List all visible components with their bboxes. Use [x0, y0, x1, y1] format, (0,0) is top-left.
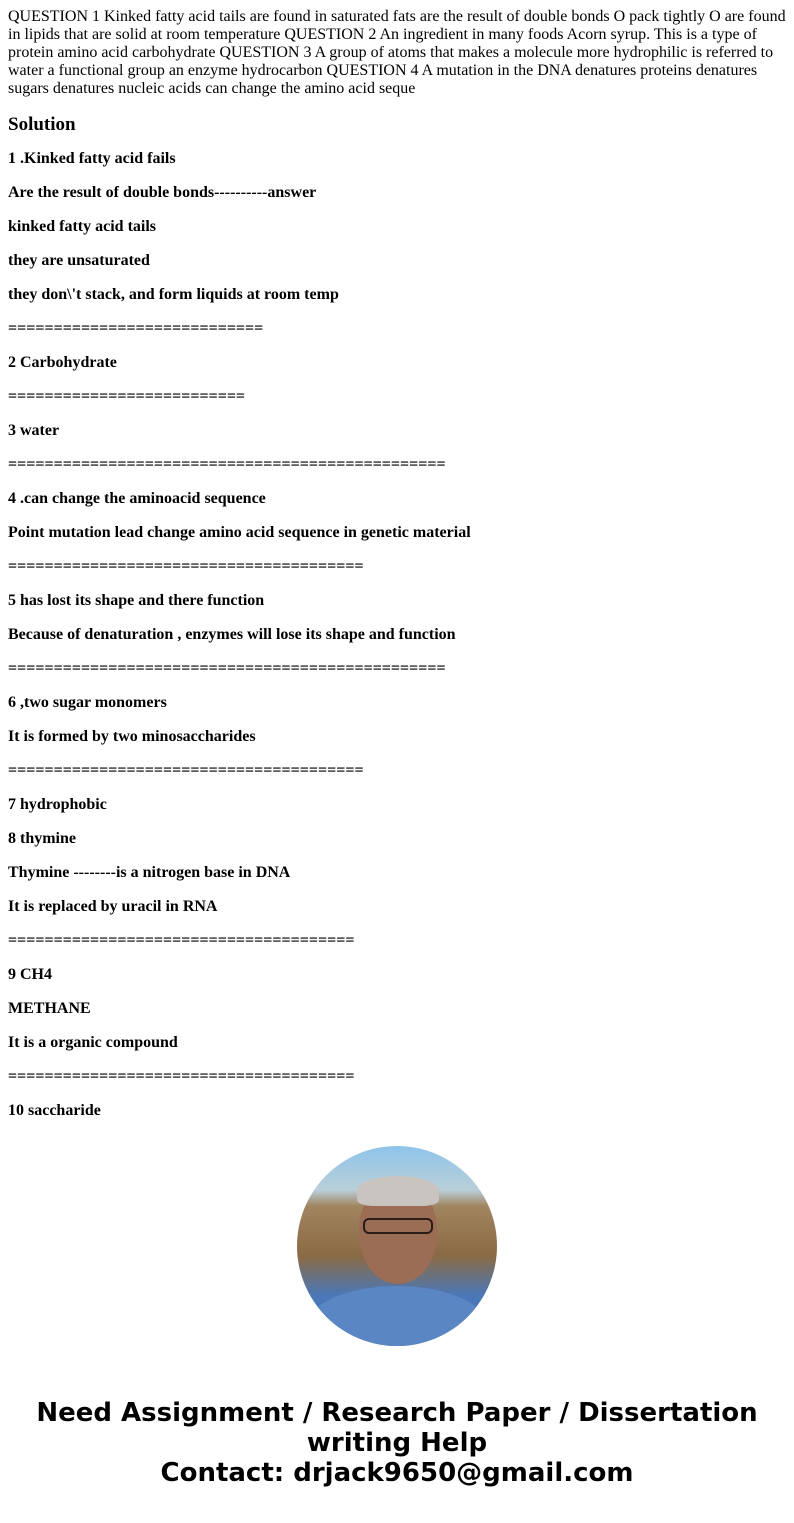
- solution-heading: Solution: [8, 114, 76, 135]
- answer-line: kinked fatty acid tails: [8, 218, 157, 235]
- answer-line: 5 has lost its shape and there function: [8, 592, 265, 609]
- answer-line: Thymine --------is a nitrogen base in DNA: [8, 864, 291, 881]
- contact-banner: [8, 1398, 786, 1488]
- answer-line: 6 ,two sugar monomers: [8, 694, 167, 711]
- answer-line: 1 .Kinked fatty acid fails: [8, 150, 176, 167]
- question-text: QUESTION 1 Kinked fatty acid tails are found in saturated fats are the result of double bonds O pack tightly O are found in lipids that are solid at room temperature QUESTION 2 An ingredient in many foods Acorn syrup. This is a type of protein amino acid carbohydrate QUESTION 3 A group of atoms that makes a molecule more hydrophilic is referred to water a functional group an enzyme hydrocarbon QUESTION 4 A mutation in the DNA denatures proteins denatures sugars denatures nucleic acids can change the amino acid seque: [8, 8, 786, 97]
- separator-line: ============================: [8, 320, 264, 337]
- answer-line: 7 hydrophobic: [8, 796, 107, 813]
- contact-email: Contact: drjack9650@gmail.com: [160, 1458, 634, 1488]
- answer-line: 3 water: [8, 422, 60, 439]
- answer-line: It is formed by two minosaccharides: [8, 728, 256, 745]
- answer-line: It is a organic compound: [8, 1034, 178, 1051]
- answer-line: 4 .can change the aminoacid sequence: [8, 490, 266, 507]
- separator-line: ======================================: [8, 1068, 355, 1085]
- answer-line: 8 thymine: [8, 830, 76, 847]
- answer-line: 10 saccharide: [8, 1102, 101, 1119]
- answer-line: Are the result of double bonds----------answer: [8, 184, 317, 201]
- separator-line: =======================================: [8, 762, 364, 779]
- answer-line: Because of denaturation , enzymes will lose its shape and function: [8, 626, 456, 643]
- separator-line: =======================================: [8, 558, 364, 575]
- answer-line: METHANE: [8, 1000, 91, 1017]
- answer-line: It is replaced by uracil in RNA: [8, 898, 218, 915]
- answer-line: Point mutation lead change amino acid sequence in genetic material: [8, 524, 471, 541]
- help-text: Need Assignment / Research Paper / Dissertation writing Help: [36, 1398, 758, 1458]
- author-photo: [297, 1146, 497, 1346]
- separator-line: ======================================: [8, 932, 355, 949]
- answer-line: 2 Carbohydrate: [8, 354, 117, 371]
- answer-line: they are unsaturated: [8, 252, 150, 269]
- separator-line: ================================================: [8, 456, 446, 473]
- solution-body: [8, 150, 786, 1120]
- answer-line: they don\'t stack, and form liquids at room temp: [8, 286, 339, 303]
- separator-line: ================================================: [8, 660, 446, 677]
- separator-line: ==========================: [8, 388, 246, 405]
- answer-line: 9 CH4: [8, 966, 52, 983]
